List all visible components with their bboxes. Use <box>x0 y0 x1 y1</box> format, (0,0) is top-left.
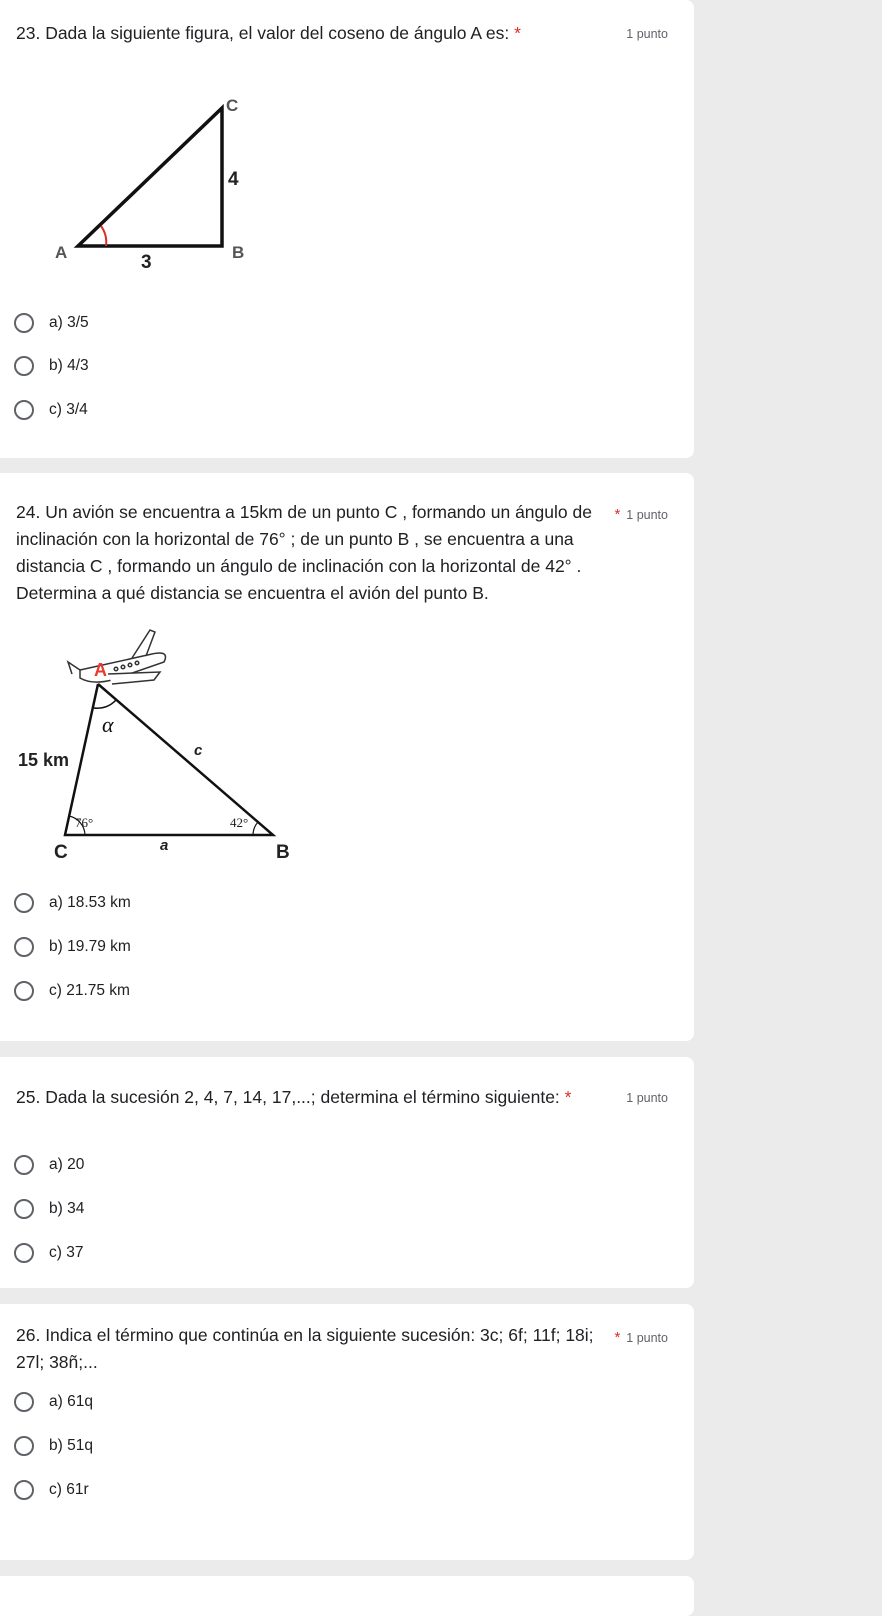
side-label-ca: 15 km <box>18 750 70 770</box>
question-card-next <box>0 1576 694 1616</box>
option-label: c) 37 <box>49 1244 84 1261</box>
radio-button[interactable] <box>14 400 34 420</box>
question-text-line: Determina a qué distancia se encuentra el avión del punto B. <box>16 583 489 603</box>
alpha-arc <box>94 700 116 708</box>
option-label: c) 61r <box>49 1481 89 1498</box>
angle-label-c: 76° <box>75 815 94 830</box>
option-b[interactable] <box>14 1196 84 1222</box>
required-mark: * <box>614 1329 621 1346</box>
option-b[interactable] <box>14 1433 93 1459</box>
vertex-label-a: A <box>55 243 68 262</box>
points-text: 1 punto <box>626 1331 668 1345</box>
option-label: b) 4/3 <box>49 357 89 374</box>
required-mark: * <box>514 23 521 43</box>
question-card-23 <box>0 0 694 458</box>
airplane-icon <box>68 630 166 684</box>
angle-a-arc <box>101 226 106 246</box>
question-text: 23. Dada la siguiente figura, el valor del coseno de ángulo A es: <box>16 23 510 43</box>
vertex-label-a: A <box>94 660 107 680</box>
required-mark: * <box>564 1087 572 1107</box>
radio-button[interactable] <box>14 937 34 957</box>
question-text: 25. Dada la sucesión 2, 4, 7, 14, 17,...; determina el término siguiente: <box>16 1087 560 1107</box>
question-text-line: 27l; 38ñ;... <box>16 1352 98 1372</box>
points-label: 1 punto <box>626 1091 668 1105</box>
radio-button[interactable] <box>14 1155 34 1175</box>
side-label-bc: 4 <box>228 169 239 190</box>
option-c[interactable] <box>14 978 130 1004</box>
question-card-25 <box>0 1057 694 1288</box>
option-label: b) 34 <box>49 1200 85 1217</box>
vertex-label-b: B <box>276 842 290 863</box>
question-text-line: distancia C , formando un ángulo de inclinación con la horizontal de 42° . <box>16 556 582 576</box>
option-label: b) 51q <box>49 1437 93 1454</box>
vertex-label-b: B <box>232 243 245 262</box>
question-card-24 <box>0 473 694 1041</box>
radio-button[interactable] <box>14 1243 34 1263</box>
question-card-26 <box>0 1304 694 1560</box>
question-text-line: inclinación con la horizontal de 76° ; de un punto B , se encuentra a una <box>16 529 574 549</box>
option-label: b) 19.79 km <box>49 938 131 955</box>
option-c[interactable] <box>14 1477 89 1503</box>
side-label-cb: a <box>160 837 169 854</box>
points-label <box>614 1329 668 1346</box>
radio-button[interactable] <box>14 1436 34 1456</box>
option-b[interactable] <box>14 353 89 379</box>
points-label <box>614 506 668 523</box>
airplane-triangle-figure <box>12 628 302 873</box>
option-a[interactable] <box>14 890 131 916</box>
alpha-label: α <box>102 712 114 737</box>
question-text-line: 24. Un avión se encuentra a 15km de un punto C , formando un ángulo de <box>16 502 592 522</box>
side-label-ab: 3 <box>141 252 152 273</box>
radio-button[interactable] <box>14 313 34 333</box>
option-a[interactable] <box>14 310 89 336</box>
radio-button[interactable] <box>14 1199 34 1219</box>
question-title <box>16 20 521 47</box>
required-mark: * <box>614 506 621 523</box>
question-title <box>16 1087 571 1107</box>
vertex-label-c: C <box>54 842 68 863</box>
option-c[interactable] <box>14 397 88 423</box>
triangle-shape <box>65 684 273 835</box>
angle-b-arc <box>253 822 258 835</box>
points-text: 1 punto <box>626 508 668 522</box>
option-c[interactable] <box>14 1240 83 1266</box>
option-label: c) 21.75 km <box>49 982 130 999</box>
right-triangle-figure <box>50 88 260 278</box>
option-label: a) 61q <box>49 1393 93 1410</box>
vertex-label-c: C <box>226 96 239 115</box>
side-label-ab: c <box>194 742 203 759</box>
radio-button[interactable] <box>14 1480 34 1500</box>
option-label: a) 20 <box>49 1156 85 1173</box>
points-label: 1 punto <box>626 27 668 41</box>
option-label: a) 18.53 km <box>49 894 131 911</box>
radio-button[interactable] <box>14 356 34 376</box>
option-label: c) 3/4 <box>49 401 88 418</box>
question-title <box>16 499 616 607</box>
option-label: a) 3/5 <box>49 314 89 331</box>
question-text-line: 26. Indica el término que continúa en la siguiente sucesión: 3c; 6f; 11f; 18i; <box>16 1325 594 1345</box>
angle-label-b: 42° <box>230 815 249 830</box>
triangle-shape <box>78 108 222 246</box>
option-a[interactable] <box>14 1152 84 1178</box>
radio-button[interactable] <box>14 1392 34 1412</box>
option-b[interactable] <box>14 934 131 960</box>
question-title <box>16 1322 616 1376</box>
radio-button[interactable] <box>14 981 34 1001</box>
radio-button[interactable] <box>14 893 34 913</box>
option-a[interactable] <box>14 1389 93 1415</box>
